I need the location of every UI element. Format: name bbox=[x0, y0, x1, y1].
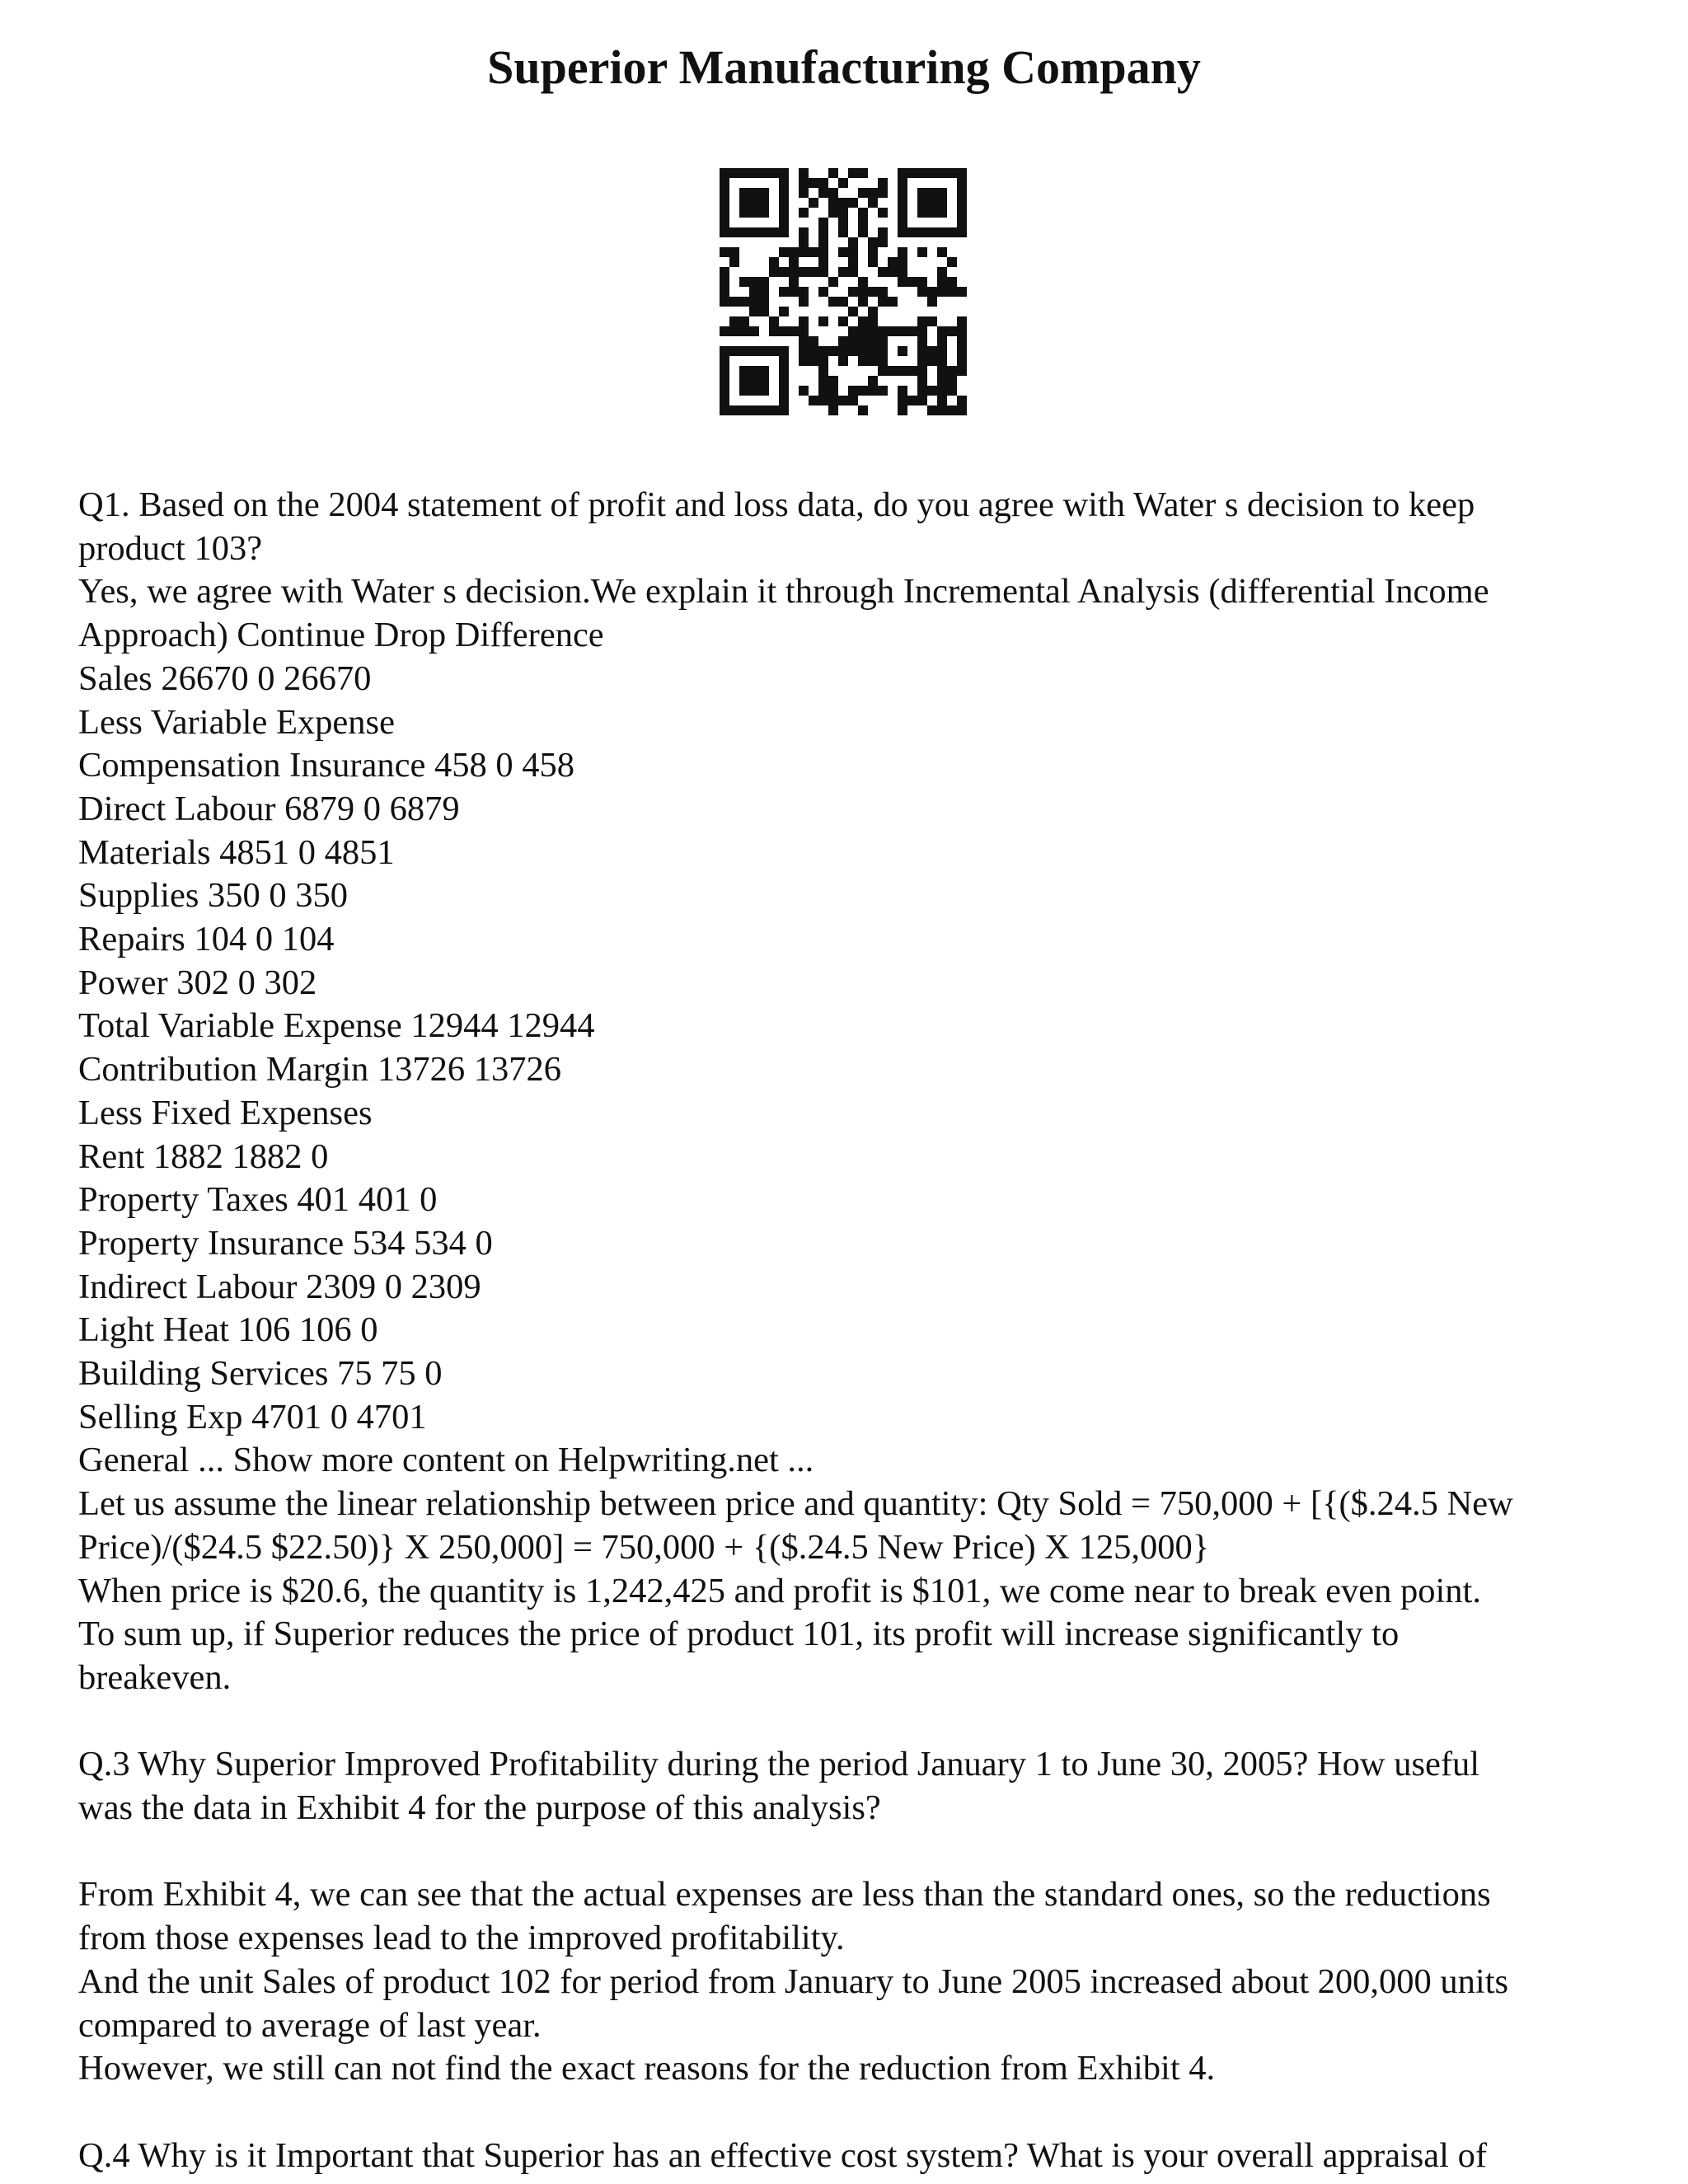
section-q1 bbox=[78, 484, 1628, 1700]
text-line: Repairs 104 0 104 bbox=[78, 920, 335, 959]
text-line: Let us assume the linear relationship between price and quantity: Qty Sold = 750,000 + [{($.24.5 New bbox=[78, 1484, 1513, 1524]
text-line: Q.4 Why is it Important that Superior has an effective cost system? What is your overall appraisal of bbox=[78, 2135, 1488, 2175]
text-line: Direct Labour 6879 0 6879 bbox=[78, 789, 460, 828]
text-line: Supplies 350 0 350 bbox=[78, 876, 349, 916]
text-line: Rent 1882 1882 0 bbox=[78, 1137, 329, 1176]
page-title: Superior Manufacturing Company bbox=[487, 40, 1201, 94]
paragraph-gap bbox=[78, 1700, 1628, 1744]
text-line: from those expenses lead to the improved profitability. bbox=[78, 1919, 845, 1958]
text-line: Total Variable Expense 12944 12944 bbox=[78, 1006, 595, 1046]
text-line: Q.3 Why Superior Improved Profitability during the period January 1 to June 30, 2005? How useful bbox=[78, 1745, 1480, 1784]
text-line: To sum up, if Superior reduces the price of product 101, its profit will increase significantly to bbox=[78, 1615, 1400, 1654]
text-line: From Exhibit 4, we can see that the actual expenses are less than the standard ones, so the reductions bbox=[78, 1875, 1491, 1915]
text-line: Price)/($24.5 $22.50)} X 250,000] = 750,000 + {($.24.5 New Price) X 125,000} bbox=[78, 1527, 1210, 1567]
text-line: Light Heat 106 106 0 bbox=[78, 1310, 378, 1350]
text-line: Power 302 0 302 bbox=[78, 963, 317, 1002]
text-line: Sales 26670 0 26670 bbox=[78, 658, 372, 698]
document-body bbox=[78, 484, 1628, 2177]
text-line: breakeven. bbox=[78, 1657, 232, 1697]
section-q3-answer bbox=[78, 1873, 1628, 2091]
text-line: Compensation Insurance 458 0 458 bbox=[78, 746, 574, 785]
text-line: Property Taxes 401 401 0 bbox=[78, 1180, 438, 1220]
text-line: was the data in Exhibit 4 for the purpose of this analysis? bbox=[78, 1788, 881, 1828]
section-q3 bbox=[78, 1743, 1628, 1830]
text-line: Less Variable Expense bbox=[78, 702, 395, 742]
text-line: Yes, we agree with Water s decision.We explain it through Incremental Analysis (differential Income bbox=[78, 572, 1489, 612]
text-line: When price is $20.6, the quantity is 1,242,425 and profit is $101, we come near to break even point. bbox=[78, 1571, 1481, 1610]
text-line: Property Insurance 534 534 0 bbox=[78, 1223, 493, 1263]
text-line: Selling Exp 4701 0 4701 bbox=[78, 1397, 427, 1436]
text-line: Less Fixed Expenses bbox=[78, 1093, 373, 1132]
text-line: And the unit Sales of product 102 for period from January to June 2005 increased about 200,000 units bbox=[78, 1961, 1509, 2001]
paragraph-gap bbox=[78, 2091, 1628, 2135]
text-line: Indirect Labour 2309 0 2309 bbox=[78, 1267, 481, 1306]
text-line: Building Services 75 75 0 bbox=[78, 1354, 443, 1394]
section-q4 bbox=[78, 2135, 1628, 2178]
text-line: Approach) Continue Drop Difference bbox=[78, 616, 604, 655]
qr-code-icon bbox=[720, 168, 967, 415]
text-line: However, we still can not find the exact reasons for the reduction from Exhibit 4. bbox=[78, 2049, 1216, 2088]
text-line: Q1. Based on the 2004 statement of profit and loss data, do you agree with Water s decision to keep bbox=[78, 485, 1475, 524]
text-line: Materials 4851 0 4851 bbox=[78, 832, 395, 872]
paragraph-gap bbox=[78, 1830, 1628, 1874]
text-line: product 103? bbox=[78, 528, 263, 568]
text-line: compared to average of last year. bbox=[78, 2005, 542, 2045]
text-line: Contribution Margin 13726 13726 bbox=[78, 1050, 561, 1090]
show-more-link[interactable]: General ... Show more content on Helpwriting.net ... bbox=[78, 1441, 814, 1480]
